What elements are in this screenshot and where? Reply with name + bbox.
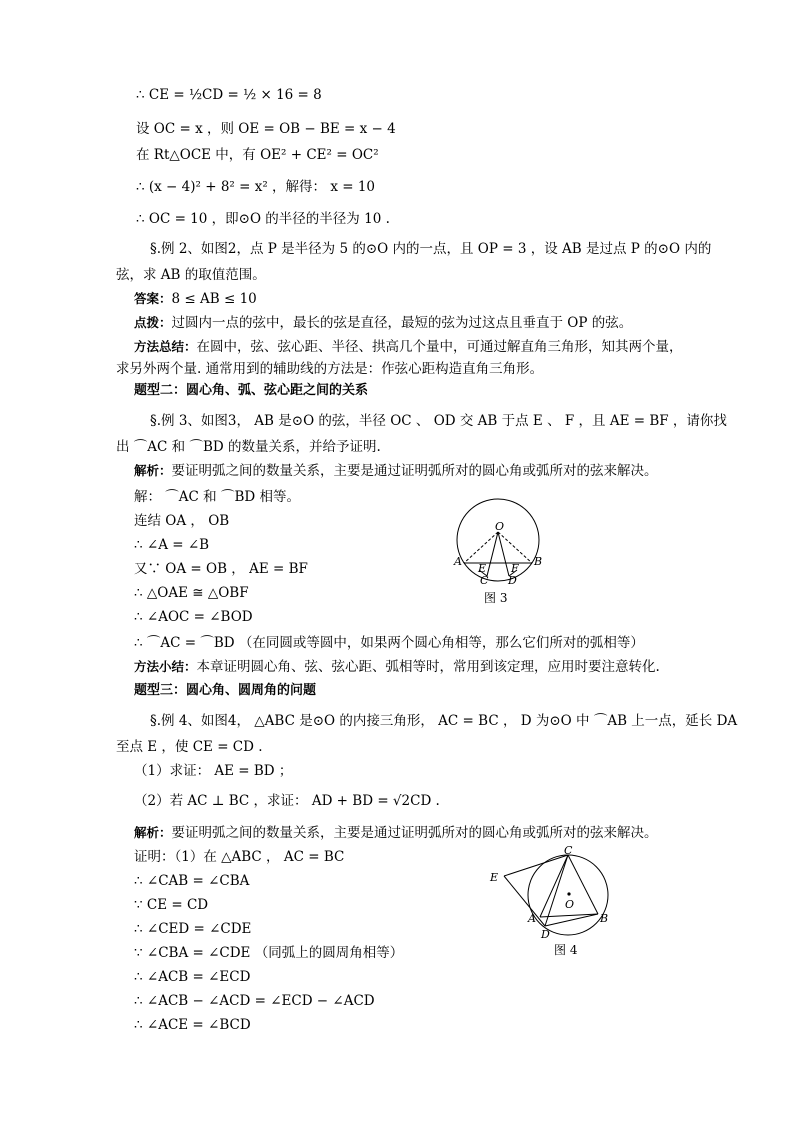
segment-ca xyxy=(540,855,568,917)
text-line: （1）求证： AE = BD ； xyxy=(134,763,293,779)
text-line: 弦，求 AB 的取值范围。 xyxy=(116,267,266,283)
text-line: ∵ ∠CBA = ∠CDE （同弧上的圆周角相等） xyxy=(134,945,404,961)
label-a: A xyxy=(528,912,536,925)
analysis-label: 解析： xyxy=(134,825,172,840)
segment-ec xyxy=(504,855,568,876)
radius-od xyxy=(498,532,509,576)
label-e: E xyxy=(490,871,499,884)
dashed-ob xyxy=(498,532,532,563)
label-d: D xyxy=(541,928,550,941)
label-b: B xyxy=(534,555,543,568)
radius-oc xyxy=(487,532,498,576)
label-c: C xyxy=(480,574,489,587)
method-summary-text: 在圆中，弦、弦心距、半径、拱高几个量中，可通过解直角三角形，知其两个量， xyxy=(196,339,683,355)
hint-label: 点拨： xyxy=(134,315,172,330)
method-brief-text: 本章证明圆心角、弦、弦心距、弧相等时，常用到该定理，应用时要注意转化. xyxy=(196,659,660,675)
figure-3-diagram xyxy=(448,490,552,608)
text-line: ∴ ∠A = ∠B xyxy=(134,537,210,553)
answer-text: 8 ≤ AB ≤ 10 xyxy=(171,291,257,307)
figure-4-diagram xyxy=(484,842,624,958)
text-line: （2）若 AC ⊥ BC ，求证： AD + BD = √2CD . xyxy=(134,793,440,809)
example-3-line: §.例 3、如图3， AB 是⊙O 的弦，半径 OC 、 OD 交 AB 于点 E 、 F ，且 AE = BF ，请你找 xyxy=(150,413,727,429)
center-point xyxy=(567,892,570,895)
figure-3-caption: 图 3 xyxy=(484,591,508,605)
figure-4-caption: 图 4 xyxy=(554,943,578,957)
hint-text: 过圆内一点的弦中，最长的弦是直径，最短的弦为过这点且垂直于 OP 的弦。 xyxy=(171,315,633,331)
dashed-oa xyxy=(464,532,498,563)
label-b: B xyxy=(600,912,609,925)
text-line: 又∵ OA = OB ， AE = BF xyxy=(134,561,308,577)
text-line: ∴ CE = ½CD = ½ × 16 = 8 xyxy=(136,87,322,103)
example-4-line: §.例 4、如图4， △ABC 是⊙O 的内接三角形， AC = BC ， D 为⊙O 中 ⌒AB 上一点，延长 DA xyxy=(150,713,738,729)
label-c: C xyxy=(564,844,573,857)
answer-label: 答案： xyxy=(134,291,172,306)
analysis-text: 要证明弧之间的数量关系，主要是通过证明弧所对的圆心角或弧所对的弦来解决。 xyxy=(171,825,658,841)
section-heading: 题型二：圆心角、弧、弦心距之间的关系 xyxy=(134,383,369,398)
example-2-line: §.例 2、如图2，点 P 是半径为 5 的⊙O 内的一点，且 OP = 3 ，设 AB 是过点 P 的⊙O 内的 xyxy=(150,241,712,257)
text-line: ∵ CE = CD xyxy=(134,897,209,913)
text-line: ∴ (x − 4)² + 8² = x² ，解得： x = 10 xyxy=(136,179,376,195)
label-o: O xyxy=(495,520,505,533)
text-line: ∴ ⌒AC = ⌒BD （在同圆或等圆中，如果两个圆心角相等，那么它们所对的弧相等） xyxy=(134,635,644,651)
text-line: 证明：（1）在 △ABC ， AC = BC xyxy=(134,849,345,865)
text-line: ∴ ∠ACE = ∠BCD xyxy=(134,1017,251,1033)
analysis-text: 要证明弧之间的数量关系，主要是通过证明弧所对的圆心角或弧所对的弦来解决。 xyxy=(171,463,658,479)
section-heading: 题型三：圆心角、圆周角的问题 xyxy=(134,683,317,698)
label-d: D xyxy=(508,574,517,587)
text-line: 连结 OA ， OB xyxy=(134,513,230,529)
text-line: ∴ ∠ACB = ∠ECD xyxy=(134,969,251,985)
text-line: 设 OC = x ，则 OE = OB − BE = x − 4 xyxy=(136,121,396,137)
label-f: F xyxy=(511,562,519,575)
text-line: 解： ⌒AC 和 ⌒BD 相等。 xyxy=(134,489,300,505)
text-line: 至点 E ，使 CE = CD . xyxy=(116,739,263,755)
text-line: ∴ ∠AOC = ∠BOD xyxy=(134,609,253,625)
method-brief-label: 方法小结： xyxy=(134,659,197,674)
text-line: 求另外两个量. 通常用到的辅助线的方法是：作弦心距构造直角三角形。 xyxy=(116,361,544,377)
text-line: ∴ ∠CAB = ∠CBA xyxy=(134,873,250,889)
label-a: A xyxy=(454,555,462,568)
text-line: 出 ⌒AC 和 ⌒BD 的数量关系，并给予证明. xyxy=(116,439,381,455)
text-line: ∴ ∠ACB − ∠ACD = ∠ECD − ∠ACD xyxy=(134,993,375,1009)
circle-o xyxy=(457,499,539,581)
text-line: 在 Rt△OCE 中，有 OE² + CE² = OC² xyxy=(136,147,379,163)
analysis-label: 解析： xyxy=(134,463,172,478)
method-summary-label: 方法总结： xyxy=(134,339,197,354)
label-e: E xyxy=(478,562,487,575)
text-line: ∴ △OAE ≅ △OBF xyxy=(134,585,249,601)
label-o: O xyxy=(565,898,575,911)
segment-ed xyxy=(504,876,545,926)
text-line: ∴ ∠CED = ∠CDE xyxy=(134,921,252,937)
text-line: ∴ OC = 10 ，即⊙O 的半径的半径为 10 . xyxy=(136,211,390,227)
